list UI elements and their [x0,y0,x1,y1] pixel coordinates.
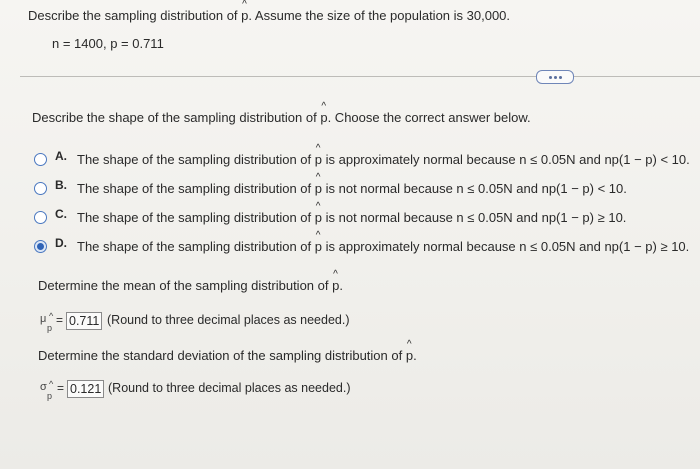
question-parameters: n = 1400, p = 0.711 [52,36,164,51]
option-text-start: The shape of the sampling distribution of [77,238,315,254]
option-letter: C. [55,207,67,221]
mu-subscript: p [47,323,53,333]
option-text [77,210,626,225]
answer-option-b[interactable] [34,177,627,199]
section-divider [20,76,700,77]
question-text-start: Describe the sampling distribution of [28,8,242,23]
radio-button-c[interactable] [34,211,47,224]
mu-hat-mark: ^ [49,311,54,321]
sd-prompt-end: . [413,348,417,363]
mean-prompt-end: . [339,278,343,293]
option-text-start: The shape of the sampling distribution of [77,151,315,167]
p-hat-symbol: ^ p [315,152,322,167]
p-hat-symbol: ^ p [332,278,339,293]
equals-sign: = [57,381,65,395]
sd-prompt-start: Determine the standard deviation of the sampling distribution of [38,348,406,363]
sd-prompt [38,348,417,363]
p-hat-symbol: ^ p [315,210,322,225]
more-dot-icon [554,76,557,79]
option-text-end: is not normal because n ≤ 0.05N and np(1 − p) < 10. [322,180,627,196]
question-text [28,8,510,23]
option-text-end: is approximately normal because n ≤ 0.05N and np(1 − p) ≥ 10. [322,238,690,254]
option-letter: D. [55,236,67,250]
sd-answer-field[interactable]: 0.121 [67,380,104,398]
shape-prompt [32,110,531,125]
p-hat-symbol: ^ p [241,8,248,23]
option-text [77,181,627,196]
sigma-symbol: σ [40,381,47,393]
p-hat-symbol: ^ p [406,348,413,363]
option-text-end: is approximately normal because n ≤ 0.05N and np(1 − p) < 10. [322,151,690,167]
option-text [77,152,690,167]
question-text-end: . Assume the size of the population is 30,000. [248,8,511,23]
mean-rounding-hint: (Round to three decimal places as needed.) [107,313,350,327]
mu-symbol: μ [40,313,47,325]
radio-button-a[interactable] [34,153,47,166]
option-letter: B. [55,178,67,192]
answer-option-a[interactable] [34,148,690,170]
mean-answer-field[interactable]: 0.711 [66,312,102,330]
p-hat-symbol: ^ p [320,110,327,125]
p-hat-symbol: ^ p [315,181,322,196]
radio-button-d[interactable] [34,240,47,253]
radio-button-b[interactable] [34,182,47,195]
mean-prompt-start: Determine the mean of the sampling distribution of [38,278,333,293]
option-text-start: The shape of the sampling distribution of [77,180,315,196]
answer-option-d[interactable] [34,235,689,257]
option-text-end: is not normal because n ≤ 0.05N and np(1 − p) ≥ 10. [322,209,627,225]
sigma-hat-mark: ^ [49,379,54,389]
sd-rounding-hint: (Round to three decimal places as needed.) [108,381,351,395]
option-text-start: The shape of the sampling distribution of [77,209,315,225]
more-dot-icon [559,76,562,79]
mean-prompt [38,278,343,293]
option-letter: A. [55,149,67,163]
answer-option-c[interactable] [34,206,626,228]
sigma-subscript: p [47,391,53,401]
shape-prompt-start: Describe the shape of the sampling distribution of [32,110,321,125]
shape-prompt-end: . Choose the correct answer below. [327,110,531,125]
option-text [77,239,689,254]
p-hat-symbol: ^ p [315,239,322,254]
equals-sign: = [56,313,64,327]
radio-selected-dot [37,243,44,250]
more-dot-icon [549,76,552,79]
expand-more-button[interactable] [536,70,574,84]
